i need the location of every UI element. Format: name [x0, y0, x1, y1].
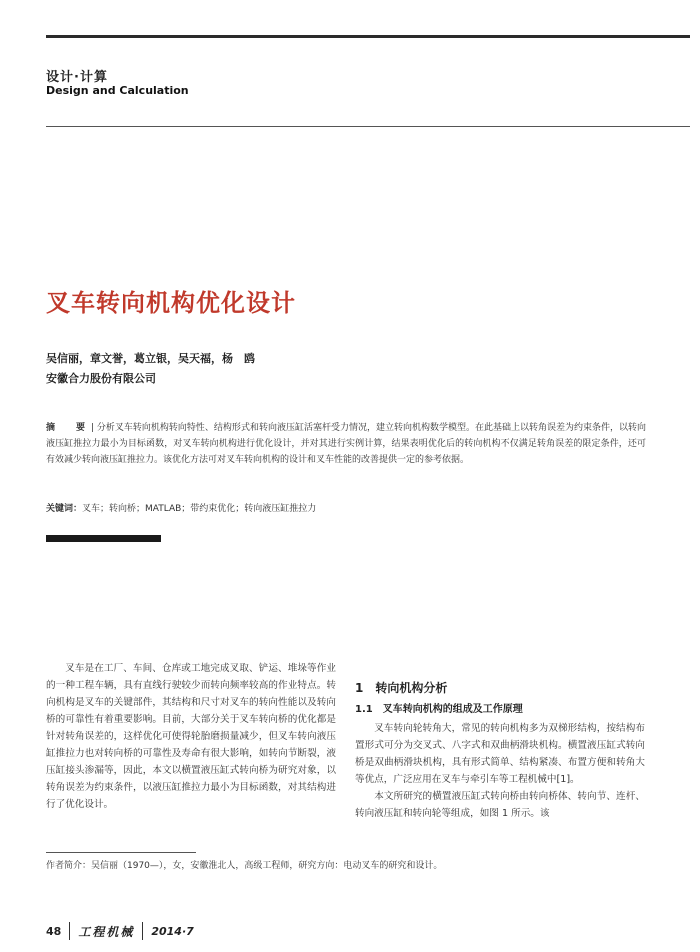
body-column-left — [46, 660, 336, 813]
footer-separator-2 — [142, 922, 143, 940]
footnote-rule — [46, 852, 196, 853]
body-paragraph-2: 本文所研究的横置液压缸式转向桥由转向桥体、转向节、连杆、转向液压缸和转向轮等组成，如图 1 所示。该 — [355, 791, 645, 819]
section-label-en: Design and Calculation — [46, 84, 189, 97]
section-1-1-heading: 1.1 叉车转向机构的组成及工作原理 — [355, 704, 523, 715]
affiliation: 安徽合力股份有限公司 — [46, 372, 156, 385]
author-footnote: 作者简介：吴信丽（1970—），女，安徽淮北人，高级工程师，研究方向：电动叉车的研究和设计。 — [46, 861, 443, 871]
keywords — [46, 501, 316, 514]
keywords-label: 关键词： — [46, 504, 83, 514]
issue-label: 2014·7 — [151, 924, 194, 938]
header-divider — [46, 126, 690, 127]
section-label-zh: 设计·计算 — [46, 70, 108, 85]
body-column-right — [355, 660, 645, 822]
top-rule — [46, 35, 690, 38]
body-paragraph-1: 叉车转向轮转角大，常见的转向机构多为双梯形结构，按结构布置形式可分为交叉式、八字式和双曲柄滑块机构。横置液压缸式转向桥是双曲柄滑块机构，具有形式简单、结构紧凑、布置方便和转角大等优点，广泛应用在叉车与牵引车等工程机械中[1]。 — [355, 723, 645, 785]
intro-paragraph: 叉车是在工厂、车间、仓库或工地完成叉取、铲运、堆垛等作业的一种工程车辆，具有直线行驶较少而转向频率较高的作业特点。转向机构是叉车的关键部件，其结构和尺寸对叉车的转向性能以及转向桥的可靠性有着重要影响。目前，大部分关于叉车转向桥的优化都是针对转角误差的，这样优化可使得轮胎磨损量减少，但叉车转向液压缸推拉力也对转向桥的可靠性及寿命有很大影响，如转向节断裂，液压缸接头渗漏等，因此，本文以横置液压缸式转向桥为研究对象，以转角误差为约束条件，以液压缸推拉力最小为目标函数，对其结构进行了优化设计。 — [46, 663, 336, 810]
keywords-text: 叉车；转向桥；MATLAB；带约束优化；转向液压缸推拉力 — [82, 504, 317, 514]
abstract-label: 摘 要 — [46, 423, 92, 433]
author-list: 吴信丽，章文誉，葛立银，吴天福，杨 鸥 — [46, 352, 255, 365]
journal-name: 工程机械 — [78, 924, 135, 939]
page-number: 48 — [46, 924, 62, 938]
abstract-divider: | — [91, 423, 97, 433]
page-footer — [46, 922, 194, 940]
abstract-text: 分析叉车转向机构转向特性、结构形式和转向液压缸活塞杆受力情况，建立转向机构数学模型。在此基础上以转角误差为约束条件，以转向液压缸推拉力最小为目标函数，对叉车转向机构进行优化设计，并对其进行实例计算，结果表明优化后的转向机构不仅满足转角误差的限定条件，还可有效减少转向液压缸推拉力。该优化方法可对叉车转向机构的设计和叉车性能的改善提供一定的参考依据。 — [46, 423, 646, 465]
footer-separator — [69, 922, 70, 940]
article-title: 叉车转向机构优化设计 — [46, 289, 296, 317]
abstract — [46, 420, 646, 468]
decorative-bar — [46, 535, 161, 542]
section-1-heading: 1 转向机构分析 — [355, 681, 448, 695]
